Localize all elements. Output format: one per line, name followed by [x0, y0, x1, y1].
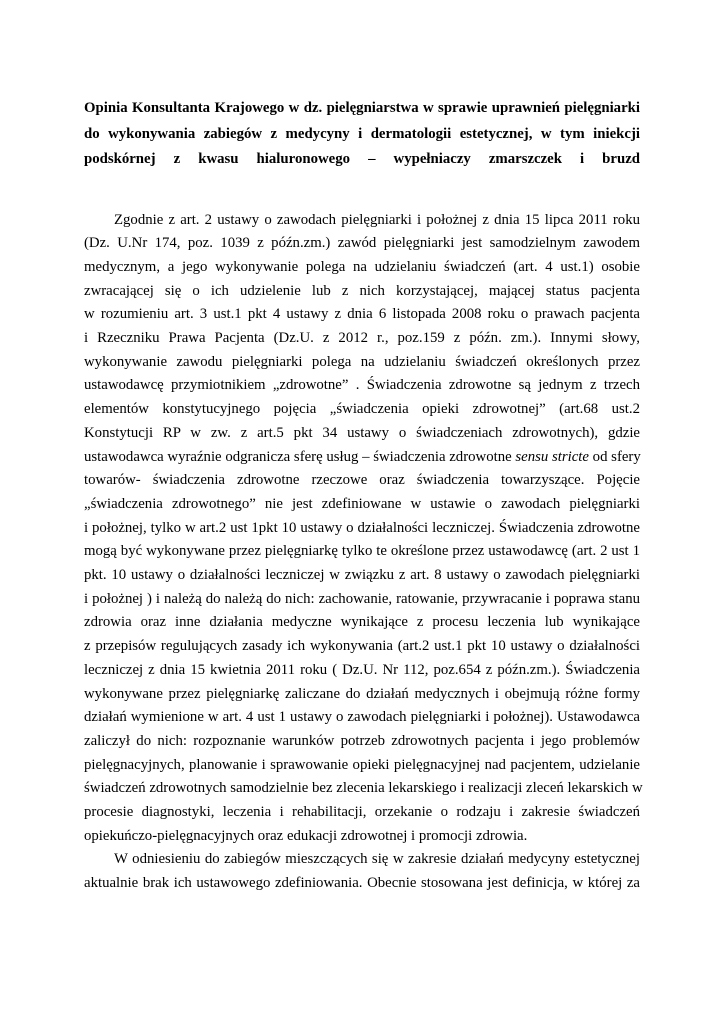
text-line: pielęgnacyjnych, planowanie i sprawowanie opieki pielęgnacyjnej nad pacjentem, udzielanie: [84, 756, 640, 773]
text-line: i Rzeczniku Prawa Pacjenta (Dz.U. z 2012 r., poz.159 z późn. zm.). Innymi słowy,: [84, 330, 640, 347]
text-line: (Dz. U.Nr 174, poz. 1039 z późn.zm.) zawód pielęgniarki jest samodzielnym zawodem: [84, 235, 640, 252]
text-line: medycznym, a jego wykonywanie polega na udzielaniu świadczeń (art. 4 ust.1) osobie: [84, 258, 640, 275]
text-line: w rozumieniu art. 3 ust.1 pkt 4 ustawy z dnia 6 listopada 2008 roku o prawach pacjenta: [84, 306, 640, 323]
text-line: pkt. 10 ustawy o działalności leczniczej w związku z art. 8 ustawy o zawodach pielęgniarki: [84, 567, 640, 584]
text-line: Konstytucji RP w zw. z art.5 pkt 34 ustawy o świadczeniach zdrowotnych), gdzie: [84, 424, 640, 441]
text-line: procesie diagnostyki, leczenia i rehabilitacji, orzekanie o rodzaju i zakresie świadczeń: [84, 804, 640, 821]
text-line: towarów- świadczenia zdrowotne rzeczowe oraz świadczenia towarzyszące. Pojęcie: [84, 472, 640, 489]
text-line: zdrowia oraz inne działania medyczne wynikające z procesu leczenia lub wynikające: [84, 614, 640, 631]
text-line: W odniesieniu do zabiegów mieszczących się w zakresie działań medycyny estetycznej: [114, 851, 640, 868]
text-line: zwracającej się o ich udzielenie lub z nich korzystającej, mającej status pacjenta: [84, 282, 640, 299]
text-line: „świadczenia zdrowotnego” nie jest zdefiniowane w ustawie o zawodach pielęgniarki: [84, 495, 640, 512]
text-line: mogą być wykonywane przez pielęgniarkę tylko te określone przez ustawodawcę (art. 2 ust 1: [84, 543, 640, 560]
text-line: wykonywanie zawodu pielęgniarki polega na udzielaniu świadczeń określonych przez: [84, 353, 640, 370]
text-line: i położnej ) i należą do należą do nich: zachowanie, ratowanie, przywracanie i poprawa stanu: [84, 590, 640, 607]
title-line: do wykonywania zabiegów z medycyny i dermatologii estetycznej, w tym iniekcji: [84, 125, 640, 142]
paragraph-1: [84, 209, 643, 849]
document-title: [84, 96, 640, 173]
text-line: aktualnie brak ich ustawowego zdefiniowania. Obecnie stosowana jest definicja, w której za: [84, 875, 640, 892]
text-line: działań wymienione w art. 4 ust 1 ustawy o zawodach pielęgniarki i położnej). Ustawodawca: [84, 709, 640, 726]
text-segment: ustawodawca wyraźnie odgranicza sferę usług – świadczenia zdrowotne: [84, 448, 516, 465]
title-line: Opinia Konsultanta Krajowego w dz. pielęgniarstwa w sprawie uprawnień pielęgniarki: [84, 100, 640, 116]
text-line: świadczeń zdrowotnych samodzielnie bez zlecenia lekarskiego i realizacji zleceń lekarskich w: [84, 780, 643, 797]
text-line: i położnej, tylko w art.2 ust 1pkt 10 ustawy o działalności leczniczej. Świadczenia zdrowotne: [84, 519, 640, 536]
text-segment: od sfery: [588, 448, 641, 465]
italic-phrase: sensu stricte: [515, 448, 589, 465]
text-line: opiekuńczo-pielęgnacyjnych oraz edukacji zdrowotnej i promocji zdrowia.: [84, 827, 528, 844]
text-line: zaliczył do nich: rozpoznanie warunków potrzeb zdrowotnych pacjenta i jego problemów: [84, 732, 640, 749]
paragraph-2: [84, 848, 640, 895]
text-line: Zgodnie z art. 2 ustawy o zawodach pielęgniarki i położnej z dnia 15 lipca 2011 roku: [114, 211, 640, 228]
text-line-with-italic: [84, 446, 640, 470]
text-line: elementów konstytucyjnego pojęcia „świadczenia opieki zdrowotnej” (art.68 ust.2: [84, 401, 640, 418]
text-line: ustawodawcę przymiotnikiem „zdrowotne” . Świadczenia zdrowotne są jednym z trzech: [84, 377, 640, 394]
text-line: z przepisów regulujących zasady ich wykonywania (art.2 ust.1 pkt 10 ustawy o działalności: [84, 638, 640, 655]
text-line: wykonywane przez pielęgniarkę zaliczane do działań medycznych i obejmują różne formy: [84, 685, 640, 702]
document-page: [84, 96, 643, 896]
title-line: podskórnej z kwasu hialuronowego – wypełniaczy zmarszczek i bruzd: [84, 151, 640, 167]
text-line: leczniczej z dnia 15 kwietnia 2011 roku ( Dz.U. Nr 112, poz.654 z późn.zm.). Świadczenia: [84, 661, 640, 678]
